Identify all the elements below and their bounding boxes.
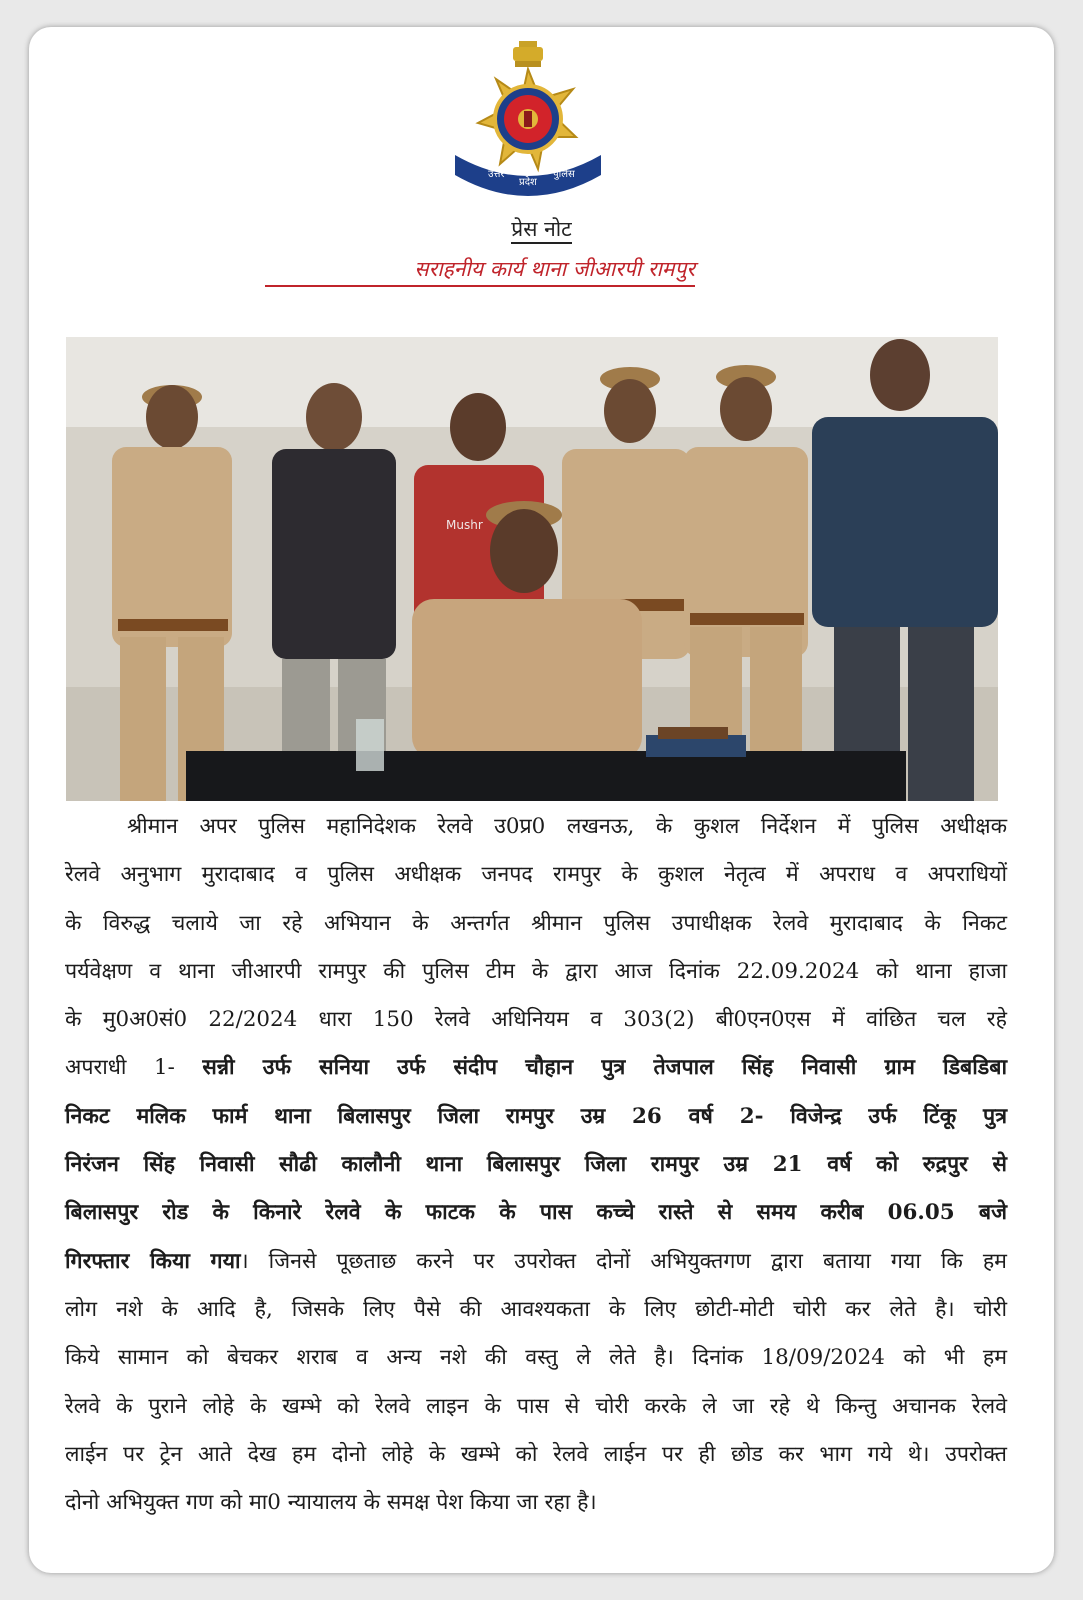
body-line-last: दोनो अभियुक्त गण को मा0 न्यायालय के समक्ष पेश किया जा रहा है। xyxy=(65,1490,597,1516)
page-title xyxy=(29,215,1054,243)
body-line-bold: बिलासपुर रोड के किनारे रेलवे के फाटक के पास कच्चे रास्ते से समय करीब 06.05 बजे xyxy=(65,1200,1007,1226)
up-police-emblem-icon xyxy=(443,37,613,197)
body-line: रेलवे अनुभाग मुरादाबाद व पुलिस अधीक्षक जनपद रामपुर के कुशल नेतृत्व में अपराध व अपराधियों xyxy=(65,862,1007,888)
body-line: रेलवे के पुराने लोहे के खम्भे को रेलवे लाइन के पास से चोरी करके ले जा रहे थे किन्तु अचानक रेलवे xyxy=(65,1393,1007,1419)
body-line xyxy=(65,1044,1007,1092)
body-line: पर्यवेक्षण व थाना जीआरपी रामपुर की पुलिस टीम के द्वारा आज दिनांक 22.09.2024 को थाना हाजा xyxy=(65,958,1007,984)
body-line: लोग नशे के आदि है, जिसके लिए पैसे की आवश्यकता के लिए छोटी-मोटी चोरी कर लेते है। चोरी xyxy=(65,1296,1007,1322)
team-photo xyxy=(66,337,998,801)
body-line-bold: निरंजन सिंह निवासी सौढी कालौनी थाना बिलासपुर जिला रामपुर उम्र 21 वर्ष को रुद्रपुर से xyxy=(65,1152,1007,1178)
body-line: श्रीमान अपर पुलिस महानिदेशक रेलवे उ0प्र0 लखनऊ, के कुशल निर्देशन में पुलिस अधीक्षक xyxy=(127,814,1007,839)
body-line: लाईन पर ट्रेन आते देख हम दोनो लोहे के खम्भे को रेलवे लाईन पर ही छोड कर भाग गये थे। उपरोक्त xyxy=(65,1441,1007,1467)
shirt-print-text: Mushr xyxy=(446,518,483,532)
logo-text-1: उत्तर xyxy=(488,169,505,180)
logo-text-3: पुलिस xyxy=(553,169,575,180)
press-note-title: प्रेस नोट xyxy=(511,217,572,244)
body-line-prefix: अपराधी 1- xyxy=(65,1055,203,1081)
press-note-page xyxy=(29,27,1054,1573)
press-note-body xyxy=(65,803,1007,1527)
desk-shape xyxy=(186,751,906,801)
page-subtitle: सराहनीय कार्य थाना जीआरपी रामपुर xyxy=(265,255,695,287)
body-line: के विरुद्ध चलाये जा रहे अभियान के अन्तर्गत श्रीमान पुलिस उपाधीक्षक रेलवे मुरादाबाद के निकट xyxy=(65,910,1007,936)
body-line: किये सामान को बेचकर शराब व अन्य नशे की वस्तु ले लेते है। दिनांक 18/09/2024 को भी हम xyxy=(65,1345,1007,1371)
body-line-bold: निकट मलिक फार्म थाना बिलासपुर जिला रामपुर उम्र 26 वर्ष 2- विजेन्द्र उर्फ टिंकू पुत्र xyxy=(65,1103,1007,1129)
arrest-text: गिरफ्तार किया गया xyxy=(65,1248,241,1274)
body-line-rest: । जिनसे पूछताछ करने पर उपरोक्त दोनों अभियुक्तगण द्वारा बताया गया कि हम xyxy=(240,1248,1007,1274)
body-line: के मु0अ0सं0 22/2024 धारा 150 रेलवे अधिनियम व 303(2) बी0एन0एस में वांछित चल रहे xyxy=(65,1007,1007,1033)
body-line xyxy=(65,1238,1007,1286)
logo-text-2: प्रदेश xyxy=(519,177,537,188)
accused-1-details: सन्नी उर्फ सनिया उर्फ संदीप चौहान पुत्र तेजपाल सिंह निवासी ग्राम डिबडिबा xyxy=(202,1055,1007,1081)
